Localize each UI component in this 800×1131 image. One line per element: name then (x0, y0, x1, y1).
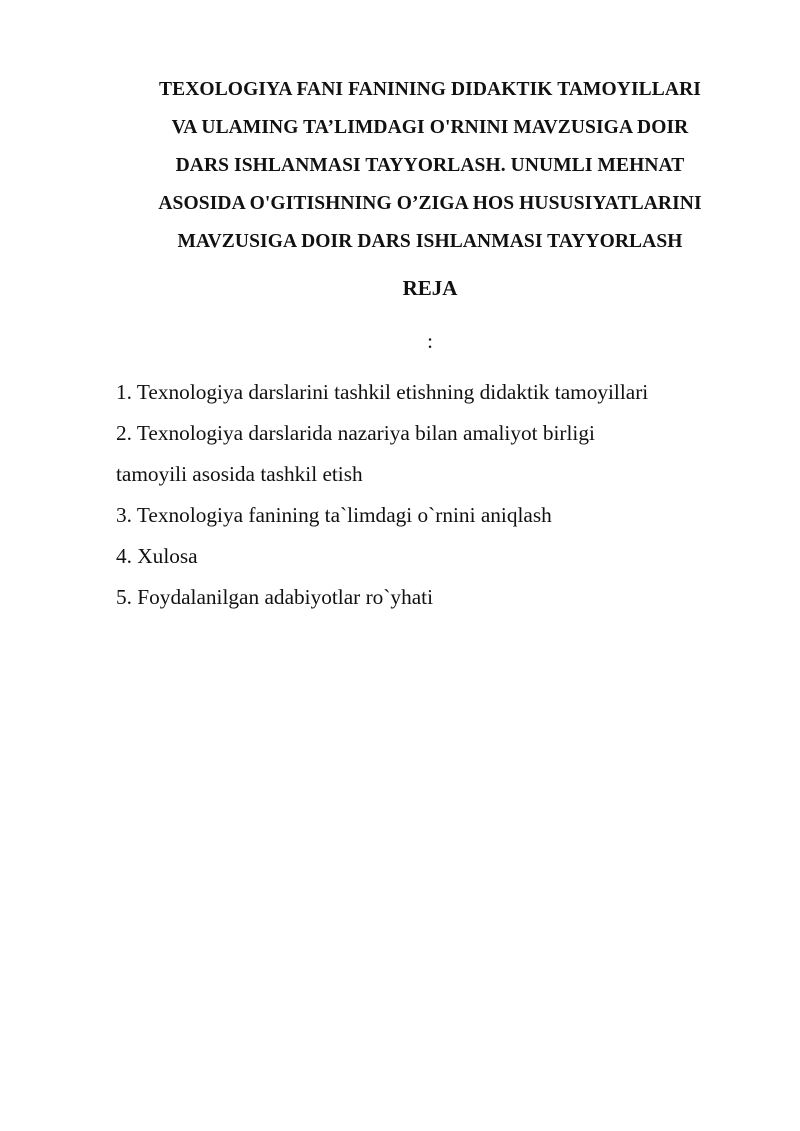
plan-item: 2. Texnologiya darslarida nazariya bilan amaliyot birligi (116, 421, 595, 445)
plan-item: 3. Texnologiya fanining ta`limdagi o`rnini aniqlash (116, 503, 552, 527)
document-title (110, 71, 750, 261)
section-heading: REJA (402, 276, 458, 300)
title-line: VA ULAMING TA’LIMDAGI O'RNINI MAVZUSIGA DOIR (171, 117, 689, 138)
plan-item: 4. Xulosa (116, 544, 198, 568)
title-line: TEXOLOGIYA FANI FANINING DIDAKTIK TAMOYILLARI (159, 79, 701, 100)
title-line: ASOSIDA O'GITISHNING O’ZIGA HOS HUSUSIYATLARINI (158, 193, 702, 214)
title-line: DARS ISHLANMASI TAYYORLASH. UNUMLI MEHNAT (175, 155, 685, 176)
plan-item-continuation: tamoyili asosida tashkil etish (116, 462, 363, 486)
plan-item: 5. Foydalanilgan adabiyotlar ro`yhati (116, 585, 433, 609)
heading-colon: : (427, 329, 433, 353)
plan-item: 1. Texnologiya darslarini tashkil etishning didaktik tamoyillari (116, 380, 649, 404)
title-line: MAVZUSIGA DOIR DARS ISHLANMASI TAYYORLASH (177, 231, 683, 252)
plan-list (116, 372, 756, 618)
